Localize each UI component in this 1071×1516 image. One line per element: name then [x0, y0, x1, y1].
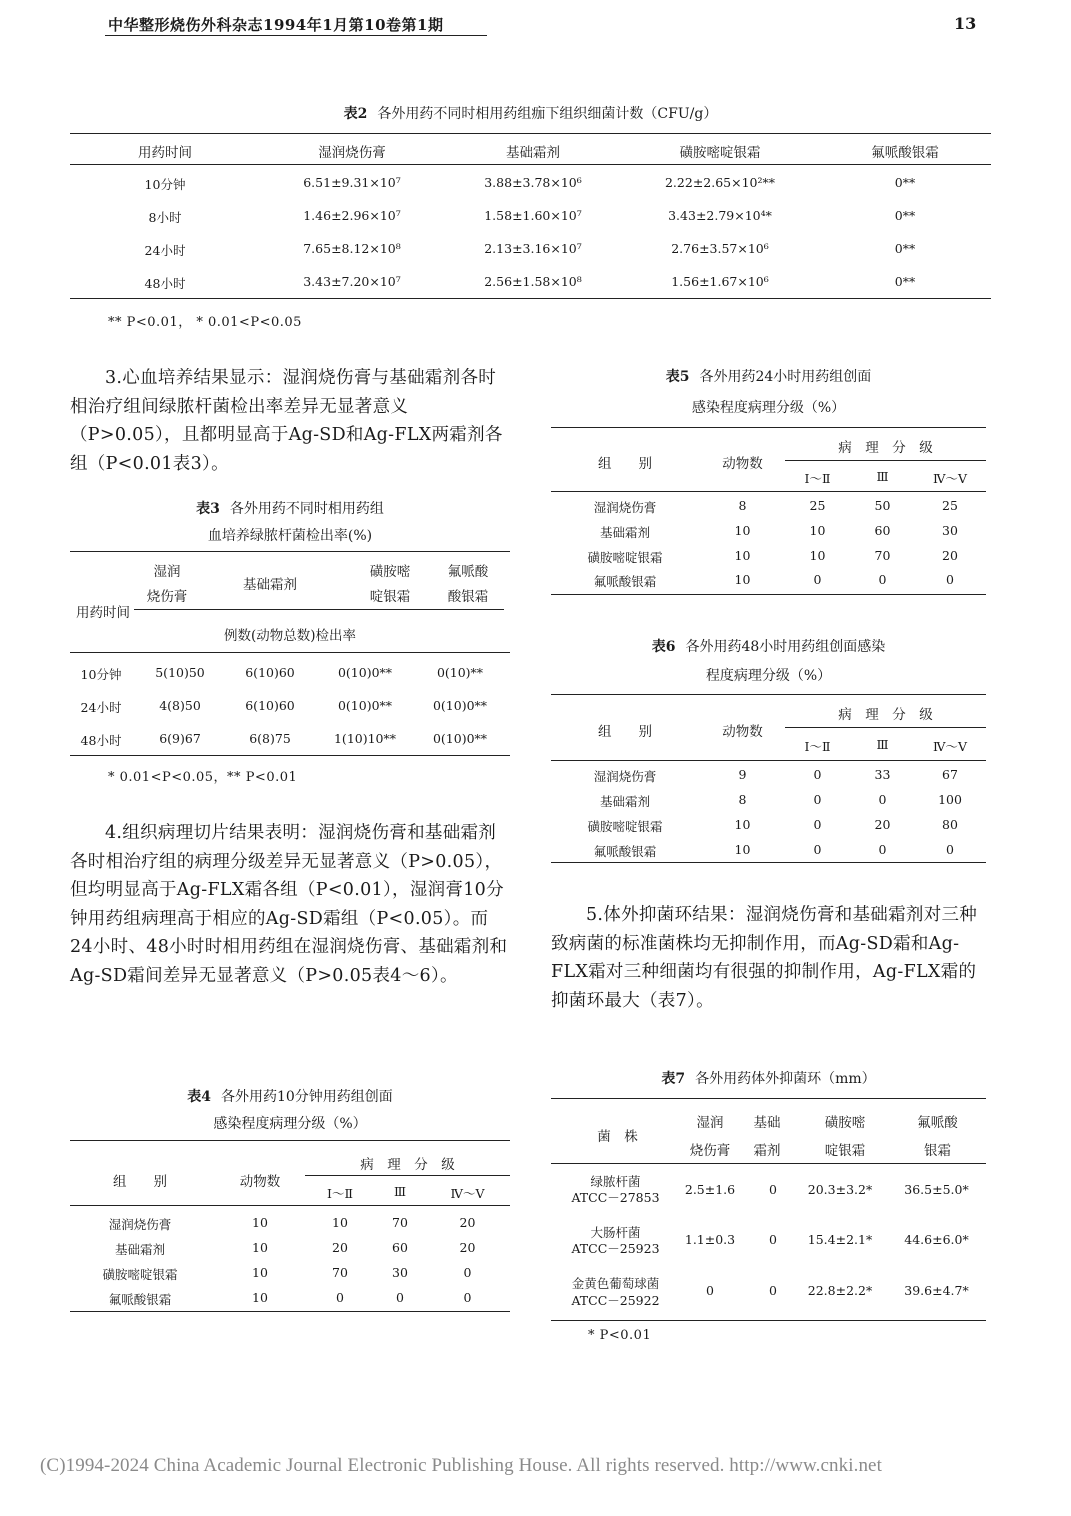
table2-cell: 24小时: [144, 243, 186, 258]
table7-head-col2: 霜剂: [753, 1143, 781, 1159]
table6-cell: 0: [813, 817, 822, 832]
table4-cell: 0: [463, 1290, 472, 1305]
table6-cell: 10: [734, 842, 751, 857]
table3-label: 表3: [196, 501, 220, 517]
table4-cell: 基础霜剂: [114, 1242, 165, 1257]
table3-top-rule: [70, 551, 510, 552]
table5-title-line2: 感染程度病理分级（%）: [691, 400, 846, 416]
table2-head-rule: [70, 164, 991, 165]
table6-cell: 0: [813, 792, 822, 807]
table3-head-col1: 湿润: [153, 564, 181, 580]
table5-cell: 10: [734, 548, 751, 563]
table3-head-rule: [70, 652, 510, 653]
table3-head-time: 用药时间: [76, 605, 130, 621]
table6-cell: 湿润烧伤膏: [593, 769, 657, 784]
table3-cell: 0(10)0**: [337, 665, 393, 680]
table2-cell: 10分钟: [144, 177, 186, 192]
table6-caption-line1: [551, 636, 986, 656]
table2-cell: 6.51±9.31×10⁷: [303, 175, 401, 190]
table5-cell: 25: [942, 498, 958, 513]
table3-cell: 24小时: [80, 700, 122, 715]
table3-note: * 0.01<P<0.05，** P<0.01: [108, 770, 298, 785]
table3-head-col4: 氟哌酸: [447, 564, 489, 580]
table3-cell: 6(10)60: [245, 698, 295, 713]
table3-head-col3: 磺胺嘧: [369, 564, 411, 580]
paragraph-5: 5.体外抑菌环结果：湿润烧伤膏和基础霜剂对三种致病菌的标准菌株均无抑制作用，而Ag-SD霜和Ag-FLX霜对三种细菌均有很强的抑制作用，Ag-FLX霜的抑菌环最大（表7）。: [551, 905, 978, 1011]
table5-cell: 基础霜剂: [599, 525, 650, 540]
table4-top-rule: [70, 1140, 510, 1141]
table6-head-group: 组 别: [598, 724, 652, 740]
page-number: 13: [954, 14, 977, 33]
table6-label: 表6: [651, 639, 676, 655]
table5-cell: 0: [813, 572, 822, 587]
table2-bottom-rule: [70, 298, 991, 299]
table3-title-line2: 血培养绿脓杆菌检出率(%): [207, 528, 373, 544]
table4-cell: 10: [332, 1215, 348, 1230]
table4-grade-head: Ⅲ: [393, 1184, 407, 1199]
table4-head-count: 动物数: [239, 1174, 281, 1190]
table7-cell: 39.6±4.7*: [904, 1283, 969, 1298]
table7-cell: 0: [769, 1182, 777, 1197]
table4-cell: 70: [392, 1215, 408, 1230]
table4-head-group: 组 别: [113, 1174, 167, 1190]
table5-cell: 8: [738, 498, 747, 513]
table6-cell: 100: [938, 792, 962, 807]
table3-cell: 0(10)**: [436, 665, 484, 680]
table6-bottom-rule: [551, 862, 986, 863]
table7-cell: 2.5±1.6: [684, 1182, 736, 1197]
table3-cell: 1(10)10**: [333, 731, 397, 746]
table7-cell: 20.3±3.2*: [807, 1182, 873, 1197]
table2-note: ** P<0.01， * 0.01<P<0.05: [108, 315, 302, 330]
paragraph-4: 4.组织病理切片结果表明：湿润烧伤膏和基础霜剂各时相治疗组的病理分级差异无显著意义（P>0.05），但均明显高于Ag-FLX霜各组（P<0.01），湿润膏10分钟用药组病理高于相应的Ag-SD霜组（P<0.05）。而24小时、48小时时相用药组在湿润烧伤膏、基础霜剂和Ag-SD霜间差异无显著意义（P>0.05表4～6）。: [70, 823, 508, 986]
table6-cell: 33: [874, 767, 891, 782]
table4-cell: 氟哌酸银霜: [108, 1292, 172, 1307]
table6-cell: 基础霜剂: [599, 794, 650, 809]
table4-title-line2: 感染程度病理分级（%）: [213, 1116, 367, 1132]
table2-top-rule: [70, 133, 991, 134]
table4-cell: 10: [252, 1290, 268, 1305]
table6-cell: 8: [738, 792, 747, 807]
table7-strain-code: ATCC－25923: [571, 1241, 660, 1256]
table7-top-rule: [551, 1098, 986, 1099]
table3-head-col3: 啶银霜: [369, 589, 411, 605]
table7-head-col2: 基础: [753, 1115, 781, 1131]
table4-grade-rule: [305, 1175, 510, 1176]
table2-cell: 2.56±1.58×10⁸: [484, 274, 582, 289]
table3-cell: 48小时: [80, 733, 122, 748]
table4-cell: 0: [463, 1265, 472, 1280]
table7-strain-code: ATCC－25922: [571, 1293, 660, 1308]
table6-title-line2: 程度病理分级（%）: [705, 668, 832, 684]
table7-head-col3: 啶银霜: [824, 1143, 866, 1159]
table6-cell: 磺胺嘧啶银霜: [587, 819, 663, 834]
copyright-footer: (C)1994-2024 China Academic Journal Electronic Publishing House. All rights reserved. http://www.cnki.net: [40, 1455, 882, 1476]
table7-head-col1: 湿润: [696, 1115, 724, 1131]
table6-grade-head: Ⅳ～Ⅴ: [932, 739, 967, 754]
table4-grade-head: Ⅳ～Ⅴ: [450, 1186, 485, 1201]
table3-head-col1: 烧伤膏: [146, 589, 188, 605]
table2-cell: 48小时: [144, 276, 186, 291]
table4-cell: 10: [252, 1240, 268, 1255]
table4-cell: 磺胺嘧啶银霜: [102, 1267, 178, 1282]
table5-cell: 50: [874, 498, 891, 513]
table3-cell: 10分钟: [80, 667, 122, 682]
journal-header: 中华整形烧伤外科杂志1994年1月第10卷第1期: [108, 16, 444, 34]
table3-cell: 4(8)50: [159, 698, 201, 713]
table3-subhead: 例数(动物总数)检出率: [223, 628, 357, 644]
table2-cell: 1.58±1.60×10⁷: [484, 208, 582, 223]
table3-title-line1: 各外用药不同时相用药组: [229, 501, 384, 517]
table4-label: 表4: [187, 1089, 211, 1105]
table7-strain: 金黄色葡萄球菌: [571, 1276, 660, 1291]
table2-title: 各外用药不同时相用药组痂下组织细菌计数（CFU/g）: [377, 106, 718, 122]
table3-diag-rule: [134, 609, 504, 610]
table5-cell: 磺胺嘧啶银霜: [587, 550, 663, 565]
table7-strain-code: ATCC－27853: [571, 1190, 660, 1205]
table2-cell: 8小时: [148, 210, 182, 225]
table3-head-col2: 基础霜剂: [243, 577, 297, 593]
table4-cell: 湿润烧伤膏: [108, 1217, 172, 1232]
table5-head-grade: 病 理 分 级: [838, 440, 933, 456]
table5-cell: 70: [874, 548, 891, 563]
table2-col-head: 用药时间: [138, 145, 192, 161]
table2-cell: 1.46±2.96×10⁷: [303, 208, 401, 223]
table7-head-col3: 磺胺嘧: [824, 1115, 866, 1131]
table4-cell: 10: [252, 1265, 268, 1280]
table5-head-group: 组 别: [598, 456, 652, 472]
table2-cell: 7.65±8.12×10⁸: [303, 241, 401, 256]
table5-cell: 氟哌酸银霜: [593, 574, 657, 589]
table6-cell: 10: [734, 817, 751, 832]
table2-cell: 3.43±7.20×10⁷: [303, 274, 401, 289]
table5-cell: 60: [874, 523, 891, 538]
table6-cell: 9: [738, 767, 747, 782]
table3-cell: 6(9)67: [159, 731, 201, 746]
table2-cell: 2.13±3.16×10⁷: [484, 241, 582, 256]
table5-top-rule: [551, 427, 986, 428]
table5-head-count: 动物数: [722, 456, 763, 472]
table5-bottom-rule: [551, 594, 986, 595]
table7-caption: [551, 1068, 986, 1088]
table2-caption: [70, 103, 991, 123]
table7-note: * P<0.01: [588, 1328, 652, 1343]
table6-cell: 0: [878, 792, 887, 807]
table7-head-col4: 银霜: [924, 1143, 951, 1159]
table2-cell: 0**: [894, 241, 916, 256]
table6-cell: 0: [946, 842, 954, 857]
table3-head-col4: 酸银霜: [447, 589, 489, 605]
table7-head-rule: [551, 1163, 986, 1164]
table7-bottom-rule: [551, 1320, 986, 1321]
table6-grade-rule: [785, 727, 986, 728]
table7-cell: 0: [706, 1283, 714, 1298]
table4-head-grade: 病 理 分 级: [360, 1157, 455, 1173]
table2-cell: 2.76±3.57×10⁶: [671, 241, 769, 256]
table5-cell: 0: [878, 572, 887, 587]
table5-cell: 25: [809, 498, 826, 513]
table2-col-head: 氟哌酸银霜: [871, 145, 939, 161]
table5-grade-head: Ⅰ～Ⅱ: [804, 471, 831, 486]
table6-head-grade: 病 理 分 级: [838, 707, 933, 723]
table5-cell: 20: [942, 548, 958, 563]
header-rule: [105, 35, 487, 36]
table4-cell: 20: [459, 1240, 476, 1255]
table7-cell: 36.5±5.0*: [904, 1182, 969, 1197]
table4-caption-line1: [70, 1086, 510, 1106]
table4-head-rule: [70, 1205, 510, 1206]
table6-cell: 80: [942, 817, 958, 832]
table7-cell: 44.6±6.0*: [904, 1232, 969, 1247]
table3-cell: 0(10)0**: [432, 698, 488, 713]
table7-cell: 0: [769, 1283, 777, 1298]
table2-cell: 0**: [894, 274, 916, 289]
table5-head-rule: [551, 491, 986, 492]
table5-cell: 10: [734, 572, 751, 587]
table5-cell: 10: [809, 523, 826, 538]
table6-title-line1: 各外用药48小时用药组创面感染: [685, 639, 886, 655]
table4-cell: 10: [252, 1215, 268, 1230]
table2-cell: 3.88±3.78×10⁶: [484, 175, 582, 190]
table6-cell: 67: [942, 767, 958, 782]
table2-col-head: 湿润烧伤膏: [318, 145, 386, 161]
table2-cell: 1.56±1.67×10⁶: [671, 274, 769, 289]
table2-col-head: 基础霜剂: [506, 145, 560, 161]
table7-label: 表7: [661, 1071, 686, 1087]
table3-cell: 6(10)60: [245, 665, 295, 680]
table2-cell: 3.43±2.79×10⁴*: [668, 208, 772, 223]
table5-grade-head: Ⅲ: [876, 469, 889, 484]
table6-head-rule: [551, 760, 986, 761]
table4-cell: 30: [392, 1265, 408, 1280]
table5-grade-head: Ⅳ～Ⅴ: [932, 471, 967, 486]
table3-cell: 0(10)0**: [337, 698, 393, 713]
table6-cell: 0: [813, 842, 822, 857]
table7-cell: 15.4±2.1*: [807, 1232, 873, 1247]
table5-grade-rule: [785, 460, 986, 461]
table4-cell: 0: [336, 1290, 344, 1305]
table5-cell: 10: [734, 523, 751, 538]
table5-caption-line1: [551, 366, 986, 386]
table6-cell: 20: [874, 817, 891, 832]
table2-cell: 0**: [894, 208, 916, 223]
table5-cell: 10: [809, 548, 826, 563]
table5-title-line1: 各外用药24小时用药组创面: [699, 369, 872, 385]
table4-cell: 60: [392, 1240, 408, 1255]
table6-cell: 氟哌酸银霜: [593, 844, 657, 859]
table3-cell: 0(10)0**: [432, 731, 488, 746]
table5-cell: 30: [942, 523, 958, 538]
table6-top-rule: [551, 694, 986, 695]
table4-cell: 0: [396, 1290, 404, 1305]
table7-head-strain: 菌 株: [597, 1129, 638, 1145]
table6-cell: 0: [813, 767, 822, 782]
table5-cell: 0: [946, 572, 954, 587]
table7-strain: 绿脓杆菌: [590, 1174, 641, 1189]
table6-head-count: 动物数: [722, 724, 763, 740]
table4-cell: 70: [332, 1265, 348, 1280]
table6-grade-head: Ⅰ～Ⅱ: [804, 739, 831, 754]
table7-strain: 大肠杆菌: [590, 1225, 641, 1240]
table2-cell: 0**: [894, 175, 916, 190]
table4-bottom-rule: [70, 1311, 510, 1312]
table6-cell: 0: [878, 842, 887, 857]
table7-cell: 1.1±0.3: [684, 1232, 736, 1247]
table4-cell: 20: [459, 1215, 476, 1230]
table4-grade-head: Ⅰ～Ⅱ: [327, 1186, 353, 1201]
table5-cell: 湿润烧伤膏: [593, 500, 657, 515]
table6-grade-head: Ⅲ: [876, 737, 889, 752]
table3-cell: 5(10)50: [155, 665, 205, 680]
table3-caption-line1: [70, 498, 510, 518]
table3-cell: 6(8)75: [249, 731, 291, 746]
table7-head-col4: 氟哌酸: [917, 1115, 958, 1131]
table2-label: 表2: [343, 106, 368, 122]
table2-cell: 2.22±2.65×10²**: [664, 175, 776, 190]
table4-title-line1: 各外用药10分钟用药组创面: [220, 1089, 393, 1105]
table7-head-col1: 烧伤膏: [689, 1143, 731, 1159]
table7-title: 各外用药体外抑菌环（mm）: [695, 1071, 876, 1087]
paragraph-3: 3.心血培养结果显示：湿润烧伤膏与基础霜剂各时相治疗组间绿脓杆菌检出率差异无显著意义（P>0.05），且都明显高于Ag-SD和Ag-FLX两霜剂各组（P<0.01表3）。: [70, 368, 503, 474]
table7-cell: 0: [769, 1232, 777, 1247]
table2-col-head: 磺胺嘧啶银霜: [679, 145, 761, 161]
table7-cell: 22.8±2.2*: [807, 1283, 873, 1298]
table4-cell: 20: [332, 1240, 348, 1255]
table3-bottom-rule: [70, 755, 510, 756]
table5-label: 表5: [665, 369, 690, 385]
